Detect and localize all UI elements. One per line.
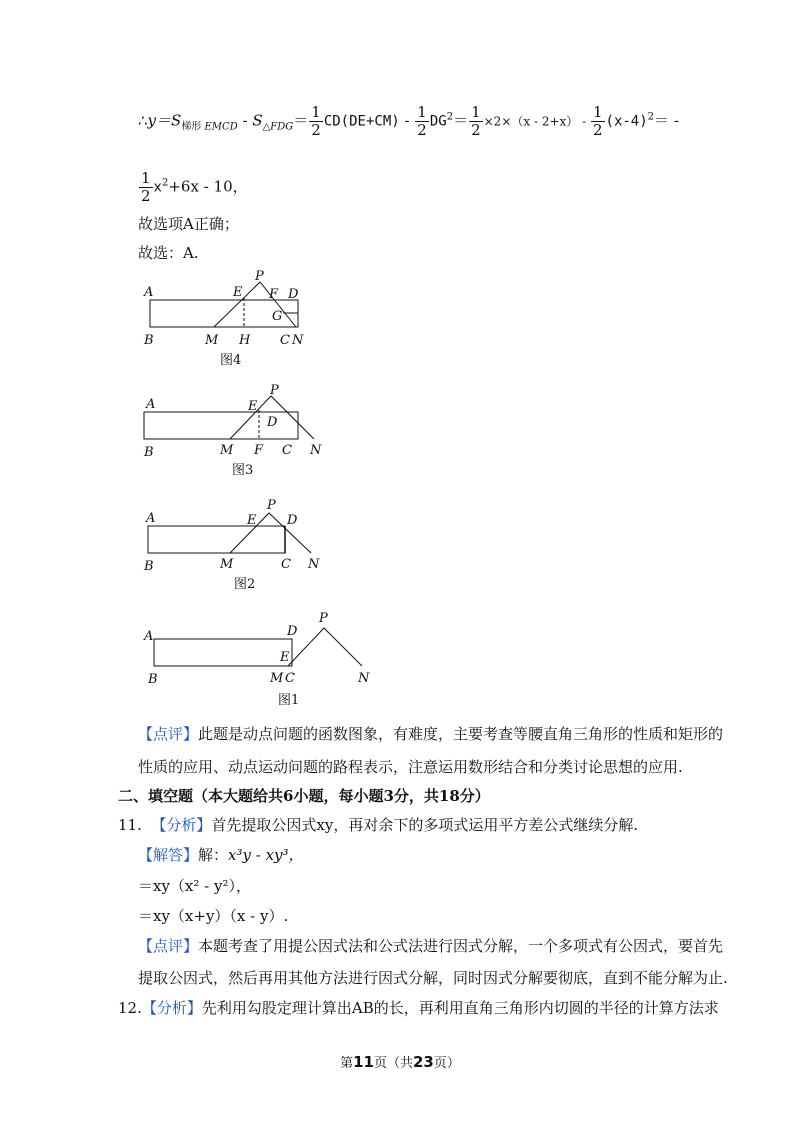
q11-comment-tag: 【点评】 <box>138 937 199 955</box>
figure-2 <box>140 494 330 594</box>
figure-1 <box>142 606 382 712</box>
footer-mid: 页（共 <box>373 1056 413 1071</box>
fig3-label-F: F <box>254 443 264 458</box>
q12-analysis-text: 先利用勾股定理计算出AB的长，再利用直角三角形内切圆的半径的计算方法求 <box>201 999 719 1017</box>
q11-answer-expr: x³y - xy³， <box>228 846 304 864</box>
equals-1: ＝ <box>293 111 309 130</box>
fig3-label-P: P <box>270 383 279 398</box>
formula-y-s: y＝S <box>147 111 182 130</box>
comment1-text1: 此题是动点问题的函数图象，有难度，主要考查等腰直角三角形的性质和矩形的 <box>198 725 724 743</box>
page-footer <box>0 1052 800 1071</box>
dg-term: DG <box>429 113 447 130</box>
sub-trapezoid: 梯形 EMCD <box>181 121 238 133</box>
fig2-rectangle <box>148 526 285 553</box>
fig1-label-A: A <box>144 629 154 644</box>
formula-line-2 <box>138 170 248 205</box>
fraction-half-3: $\frac{1}{2}$ <box>471 103 481 139</box>
fig3-label-A: A <box>146 397 156 412</box>
fig1-label-B: B <box>148 672 158 687</box>
fig4-label-A: A <box>144 285 154 300</box>
fig1-label-P: P <box>319 611 328 626</box>
fig3-label-C: C <box>282 443 292 458</box>
q11-analysis-tag: 【分析】 <box>151 816 212 834</box>
fig4-label-P: P <box>255 269 264 284</box>
fig4-label-N: N <box>292 333 304 348</box>
fig3-label-M: M <box>220 443 234 458</box>
fig4-triangle <box>214 282 296 327</box>
line2-rest: +6x - 10， <box>168 177 248 196</box>
formula-line-1 <box>138 104 679 139</box>
x4-sup: 2 <box>647 111 655 123</box>
comment1-tag: 【点评】 <box>138 725 199 743</box>
fraction-half-4: $\frac{1}{2}$ <box>592 103 603 139</box>
comment1-line2: 性质的应用、动点运动问题的路程表示，注意运用数形结合和分类讨论思想的应用. <box>138 758 683 776</box>
fig1-caption: 图1 <box>278 693 300 708</box>
fig4-label-D: D <box>288 287 299 302</box>
fraction-half-5: $\frac{1}{2}$ <box>141 169 151 205</box>
fraction-half-2: $\frac{1}{2}$ <box>417 103 427 139</box>
fig2-label-A: A <box>146 511 156 526</box>
footer-post: 页） <box>433 1056 460 1071</box>
fig4-label-C: C <box>280 333 290 348</box>
q11-step1: ＝xy（x² - y²）， <box>138 877 251 895</box>
fig1-label-D: D <box>287 624 298 639</box>
fraction-half-1: $\frac{1}{2}$ <box>311 103 321 139</box>
q11-answer-line <box>138 845 304 865</box>
fig2-triangle <box>230 513 311 553</box>
fig1-rectangle <box>154 639 292 666</box>
minus-1: - <box>399 111 415 130</box>
comment1-line1 <box>138 724 723 744</box>
footer-total-pages: 23 <box>413 1053 434 1071</box>
times-term: ×2×（x - 2+x） - <box>483 114 590 129</box>
q11-comment-line1 <box>138 936 723 956</box>
q11-analysis-text: 首先提取公因式xy，再对余下的多项式运用平方差公式继续分解. <box>211 816 639 834</box>
figure-4 <box>138 268 318 368</box>
fig4-label-E: E <box>233 285 243 300</box>
fig4-caption: 图4 <box>220 353 242 368</box>
cd-term: CD(DE+CM) <box>323 113 400 130</box>
q12-analysis-tag: 【分析】 <box>141 999 202 1017</box>
q11-comment-text1: 本题考查了用提公因式法和公式法进行因式分解，一个多项式有公因式，要首先 <box>198 937 724 955</box>
fig3-label-E: E <box>248 399 258 414</box>
choose-correct-text: 故选项A正确； <box>138 215 239 233</box>
fig1-label-N: N <box>358 671 370 686</box>
fig3-label-N: N <box>310 443 322 458</box>
fig1-label-E: E <box>280 650 290 665</box>
x4-term: (x-4) <box>605 113 648 130</box>
fig2-label-D: D <box>287 513 298 528</box>
q11-answer-prefix: 解： <box>198 846 229 864</box>
choose-text: 故选：A. <box>138 244 199 262</box>
fig4-label-H: H <box>239 333 251 348</box>
line2-sup: 2 <box>161 177 169 189</box>
fig4-label-B: B <box>144 333 154 348</box>
fig3-caption: 图3 <box>232 463 254 478</box>
q12-analysis-line <box>118 998 719 1018</box>
section-heading: 二、填空题（本大题给共6小题，每小题3分，共18分） <box>118 787 490 805</box>
q11-comment-line2: 提取公因式，然后再用其他方法进行因式分解，同时因式分解要彻底，直到不能分解为止. <box>138 969 728 987</box>
fig1-label-C: C <box>285 671 295 686</box>
fig3-label-B: B <box>144 445 154 460</box>
q11-step2: ＝xy（x+y）（x - y）. <box>138 907 289 925</box>
fig2-label-B: B <box>144 559 154 574</box>
figure-3 <box>140 380 330 480</box>
footer-page-number: 11 <box>353 1053 374 1071</box>
fig4-label-F: F <box>269 287 279 302</box>
q11-answer-tag: 【解答】 <box>138 846 199 864</box>
fig4-label-M: M <box>205 333 219 348</box>
line2-x: x <box>153 179 162 196</box>
equals-minus: ＝ - <box>654 111 679 130</box>
therefore-symbol: ∴ <box>138 111 148 130</box>
q11-analysis-line <box>118 815 638 835</box>
fig2-label-M: M <box>220 557 234 572</box>
fig2-label-E: E <box>247 513 257 528</box>
minus-s: - S <box>237 111 263 130</box>
fig2-label-C: C <box>281 557 291 572</box>
fig2-label-N: N <box>308 557 320 572</box>
q11-number: 11. <box>118 816 142 834</box>
sub-triangle: △FDG <box>262 121 294 133</box>
dg-sup: 2 <box>446 111 454 123</box>
fig2-label-P: P <box>267 498 276 513</box>
fig1-label-M: M <box>270 671 284 686</box>
fig3-label-D: D <box>267 415 278 430</box>
footer-pre: 第 <box>340 1056 354 1071</box>
fig4-label-G: G <box>272 309 283 324</box>
fig2-caption: 图2 <box>234 577 256 592</box>
q12-number: 12. <box>118 999 142 1017</box>
equals-2: ＝ <box>453 111 469 130</box>
fig1-triangle <box>288 628 362 666</box>
